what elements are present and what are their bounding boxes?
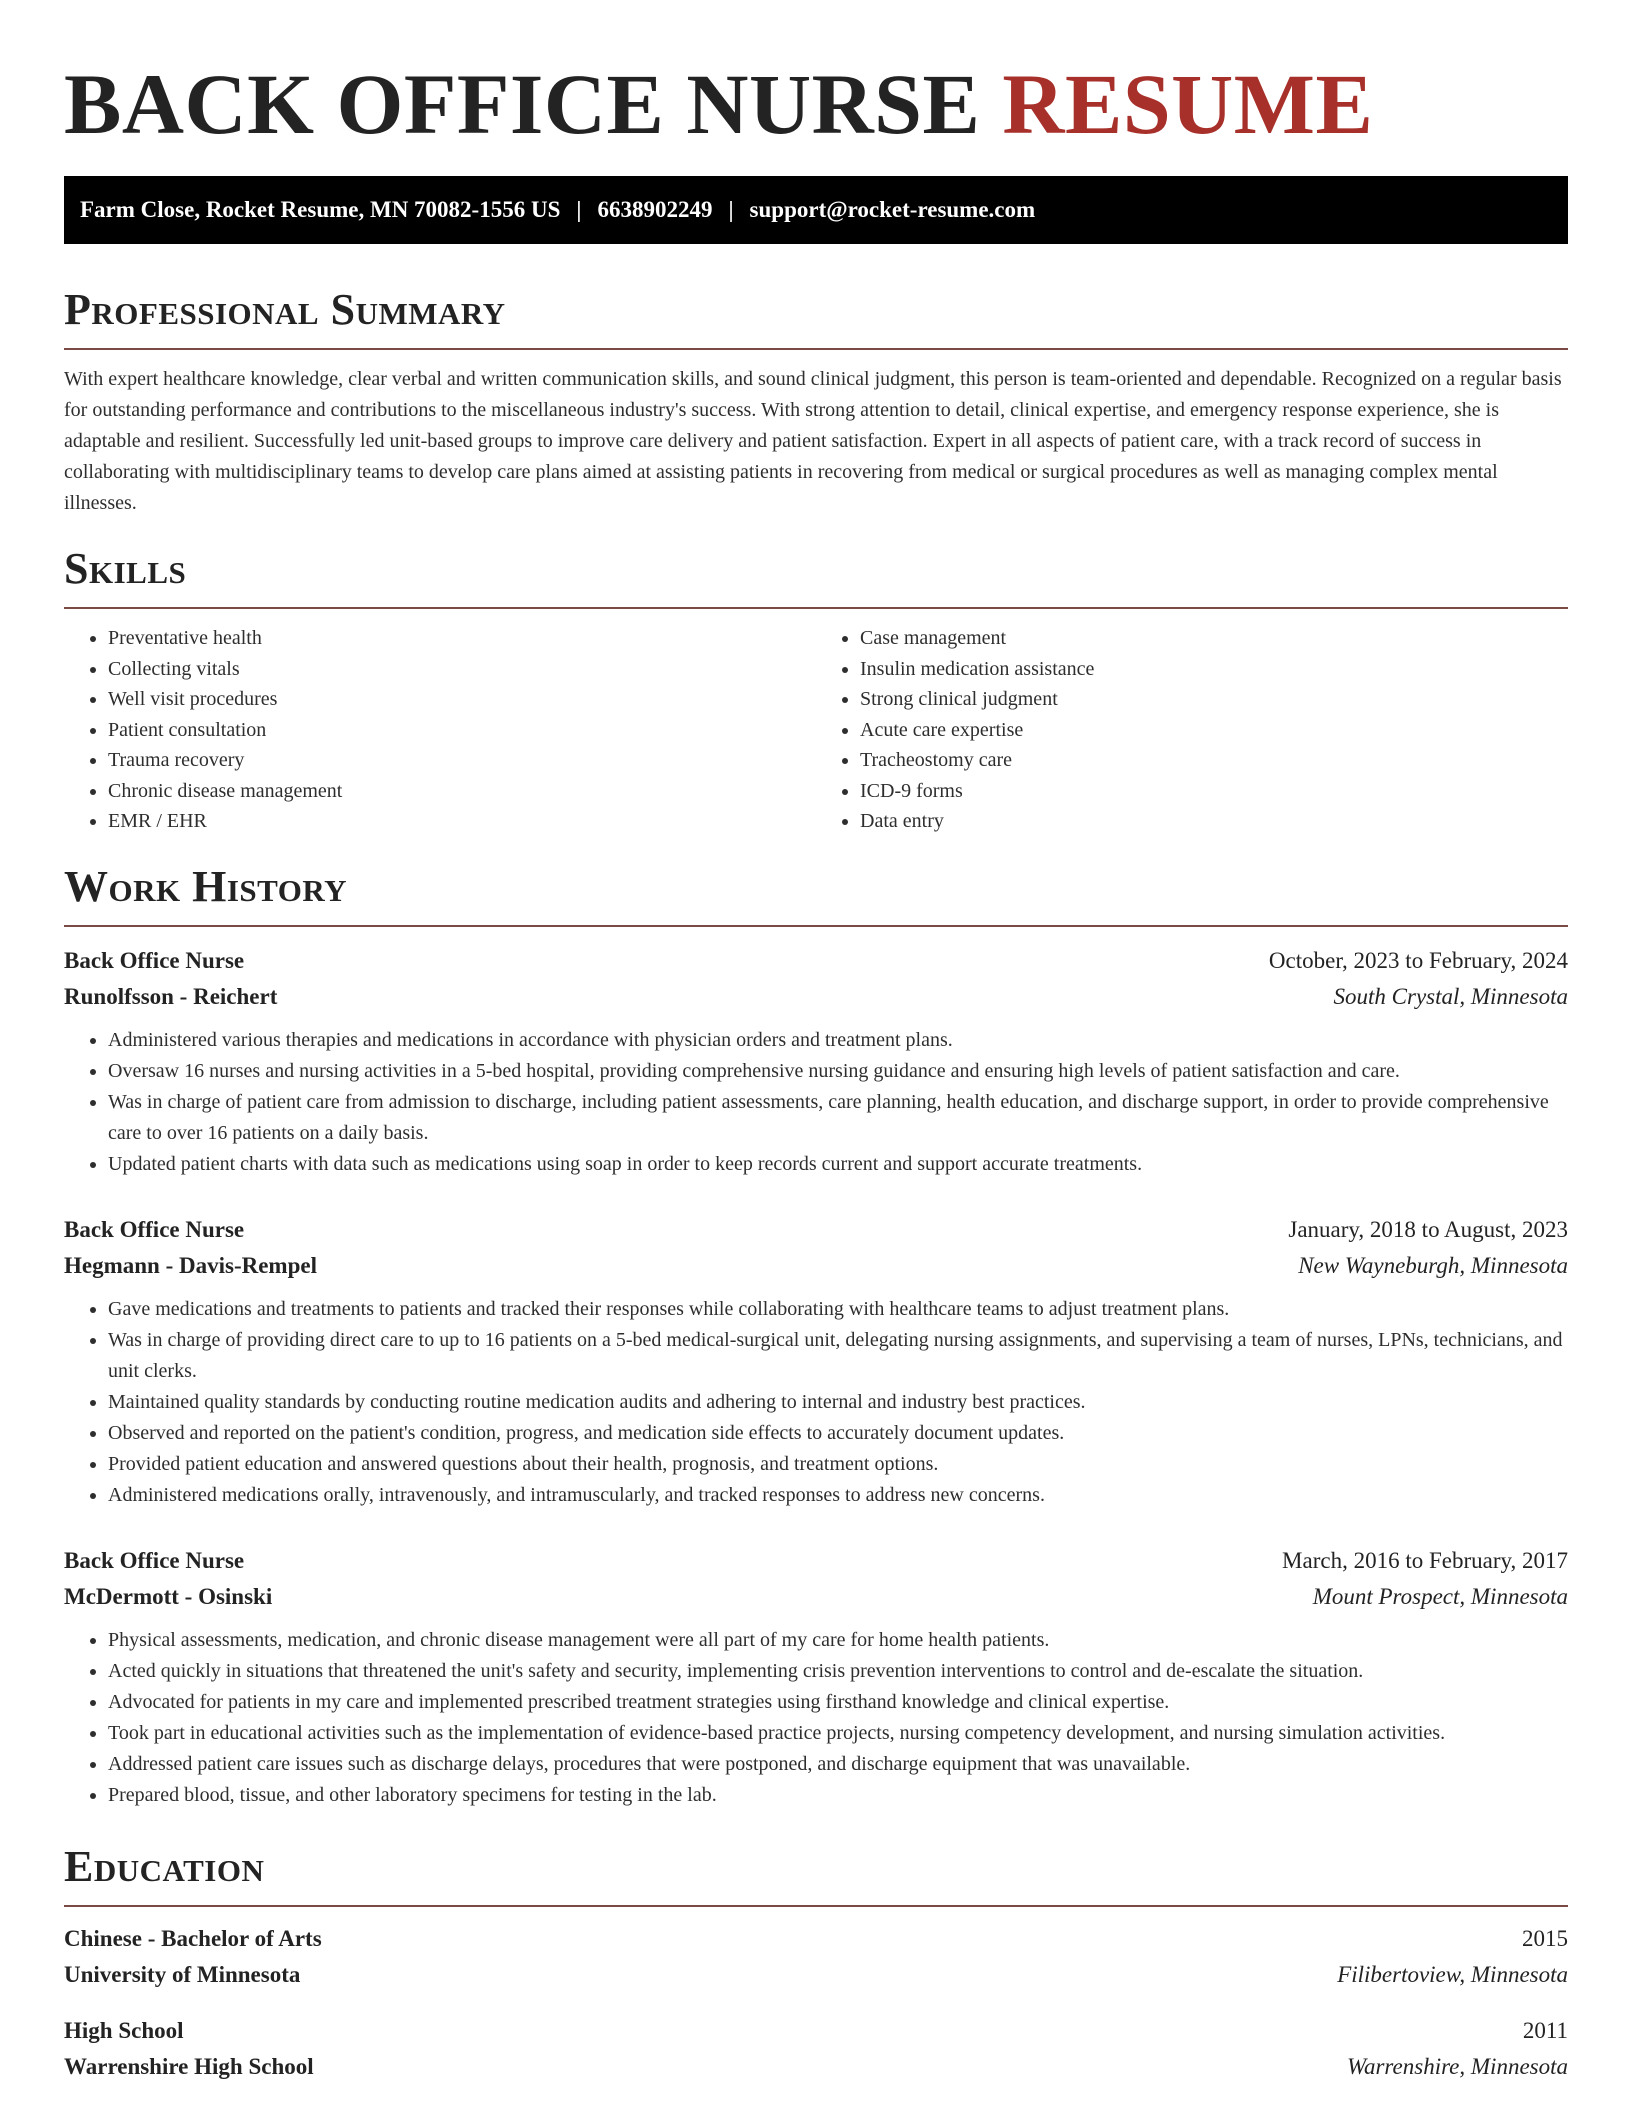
skill-item: • Trauma recovery: [108, 745, 816, 776]
education-school: Warrenshire High School: [64, 2053, 314, 2079]
job-dates: January, 2018 to August, 2023: [1288, 1216, 1568, 1242]
summary-text: With expert healthcare knowledge, clear verbal and written communication skills, and sound clinical judgment, this person is team-oriented and dependable. Recognized on a regular basis for outstanding performance and contributions to the miscellaneous industry's success. With strong attention to detail, clinical expertise, and emergency response experience, she is adaptable and resilient. Successfully led unit-based groups to improve care delivery and patient satisfaction. Expert in all aspects of patient care, with a track record of success in collaborating with multidisciplinary teams to develop care plans aimed at assisting patients in recovering from medical or surgical procedures as well as managing complex mental illnesses.: [64, 368, 1562, 514]
job-subheader: [64, 979, 1568, 1015]
work-history-heading: Work History: [64, 861, 348, 911]
skill-item: • Well visit procedures: [108, 684, 816, 715]
job-subheader: [64, 1248, 1568, 1284]
skill-item: • Collecting vitals: [108, 654, 816, 685]
job-bullet: • Advocated for patients in my care and implemented prescribed treatment strategies using firsthand knowledge and clinical expertise.: [108, 1687, 1568, 1718]
contact-address: Farm Close, Rocket Resume, MN 70082-1556 US: [80, 197, 561, 222]
job-bullet: • Maintained quality standards by conducting routine medication audits and adhering to internal and industry best practices.: [108, 1387, 1568, 1418]
skill-item: • Case management: [860, 623, 1568, 654]
job-bullets: [64, 1294, 1568, 1511]
job-company: McDermott - Osinski: [64, 1583, 273, 1609]
job-entry: [64, 943, 1568, 1180]
job-subheader: [64, 1579, 1568, 1615]
section-divider: [64, 925, 1568, 927]
job-bullet: • Administered various therapies and medications in accordance with physician orders and treatment plans.: [108, 1025, 1568, 1056]
job-company: Hegmann - Davis-Rempel: [64, 1252, 317, 1278]
job-bullet: • Provided patient education and answered questions about their health, prognosis, and treatment options.: [108, 1449, 1568, 1480]
job-bullet: • Was in charge of patient care from admission to discharge, including patient assessments, care planning, health education, and discharge support, in order to provide comprehensive care to over 16 patients on a daily basis.: [108, 1087, 1568, 1149]
section-divider: [64, 348, 1568, 350]
resume-title: [64, 0, 1568, 154]
job-title: Back Office Nurse: [64, 1216, 245, 1242]
job-location: Mount Prospect, Minnesota: [1312, 1583, 1568, 1609]
education-heading: Education: [64, 1841, 265, 1891]
education-header: [64, 1921, 1568, 1957]
summary-section: [64, 284, 1568, 519]
work-history-section: [64, 861, 1568, 1811]
job-bullets: [64, 1025, 1568, 1180]
job-bullet: • Administered medications orally, intravenously, and intramuscularly, and tracked responses to address new concerns.: [108, 1480, 1568, 1511]
education-header: [64, 2013, 1568, 2049]
resume-page: [64, 0, 1568, 2085]
section-divider: [64, 607, 1568, 609]
education-location: Filibertoview, Minnesota: [1337, 1961, 1568, 1987]
skill-item: • Insulin medication assistance: [860, 654, 1568, 685]
contact-phone: 6638902249: [597, 197, 713, 222]
skill-item: • Acute care expertise: [860, 715, 1568, 746]
job-bullet: • Took part in educational activities such as the implementation of evidence-based practice projects, nursing competency development, and nursing simulation activities.: [108, 1718, 1568, 1749]
job-location: South Crystal, Minnesota: [1333, 983, 1568, 1009]
job-company: Runolfsson - Reichert: [64, 983, 278, 1009]
job-location: New Wayneburgh, Minnesota: [1298, 1252, 1568, 1278]
skills-heading: Skills: [64, 544, 187, 593]
skills-list-left: [64, 623, 816, 837]
skill-item: • Patient consultation: [108, 715, 816, 746]
contact-email: support@rocket-resume.com: [749, 197, 1036, 222]
skill-item: • Data entry: [860, 806, 1568, 837]
education-degree: High School: [64, 2017, 184, 2043]
job-entry: [64, 1543, 1568, 1811]
job-header: [64, 943, 1568, 979]
job-bullet: • Updated patient charts with data such as medications using soap in order to keep records current and support accurate treatments.: [108, 1149, 1568, 1180]
job-bullet: • Acted quickly in situations that threatened the unit's safety and security, implementing crisis prevention interventions to control and de-escalate the situation.: [108, 1656, 1568, 1687]
contact-separator: |: [576, 197, 582, 222]
education-entry: [64, 2013, 1568, 2085]
education-subheader: [64, 1957, 1568, 1993]
skill-item: • Strong clinical judgment: [860, 684, 1568, 715]
skill-item: • EMR / EHR: [108, 806, 816, 837]
job-bullets: [64, 1625, 1568, 1811]
education-degree: Chinese - Bachelor of Arts: [64, 1925, 322, 1951]
job-title: Back Office Nurse: [64, 1547, 245, 1573]
job-bullet: • Gave medications and treatments to patients and tracked their responses while collaborating with healthcare teams to adjust treatment plans.: [108, 1294, 1568, 1325]
job-bullet: • Addressed patient care issues such as discharge delays, procedures that were postponed, and discharge equipment that was unavailable.: [108, 1749, 1568, 1780]
education-year: 2015: [1522, 1925, 1568, 1951]
job-bullet: • Was in charge of providing direct care to up to 16 patients on a 5-bed medical-surgical unit, delegating nursing assignments, and supervising a team of nurses, LPNs, technicians, and unit clerks.: [108, 1325, 1568, 1387]
job-bullet: • Physical assessments, medication, and chronic disease management were all part of my care for home health patients.: [108, 1625, 1568, 1656]
job-bullet: • Oversaw 16 nurses and nursing activities in a 5-bed hospital, providing comprehensive nursing guidance and ensuring high levels of patient satisfaction and care.: [108, 1056, 1568, 1087]
education-section: [64, 1841, 1568, 2085]
skills-columns: [64, 623, 1568, 837]
education-entry: [64, 1921, 1568, 1993]
job-title: Back Office Nurse: [64, 947, 245, 973]
summary-heading: Professional Summary: [64, 285, 506, 334]
job-dates: March, 2016 to February, 2017: [1282, 1547, 1568, 1573]
education-location: Warrenshire, Minnesota: [1346, 2053, 1568, 2079]
job-header: [64, 1212, 1568, 1248]
title-main: BACK OFFICE NURSE: [64, 56, 981, 152]
education-year: 2011: [1522, 2017, 1568, 2043]
skill-item: • ICD-9 forms: [860, 776, 1568, 807]
education-school: University of Minnesota: [64, 1961, 301, 1987]
job-entry: [64, 1212, 1568, 1511]
job-bullet: • Prepared blood, tissue, and other laboratory specimens for testing in the lab.: [108, 1780, 1568, 1811]
contact-bar: [64, 176, 1568, 244]
job-bullet: • Observed and reported on the patient's condition, progress, and medication side effects to accurately document updates.: [108, 1418, 1568, 1449]
education-subheader: [64, 2049, 1568, 2085]
skill-item: • Chronic disease management: [108, 776, 816, 807]
contact-separator: |: [728, 197, 734, 222]
job-header: [64, 1543, 1568, 1579]
skills-list-right: [816, 623, 1568, 837]
title-accent: RESUME: [1002, 56, 1374, 152]
job-dates: October, 2023 to February, 2024: [1268, 947, 1568, 973]
skill-item: • Tracheostomy care: [860, 745, 1568, 776]
section-divider: [64, 1905, 1568, 1907]
skill-item: • Preventative health: [108, 623, 816, 654]
skills-section: [64, 543, 1568, 837]
